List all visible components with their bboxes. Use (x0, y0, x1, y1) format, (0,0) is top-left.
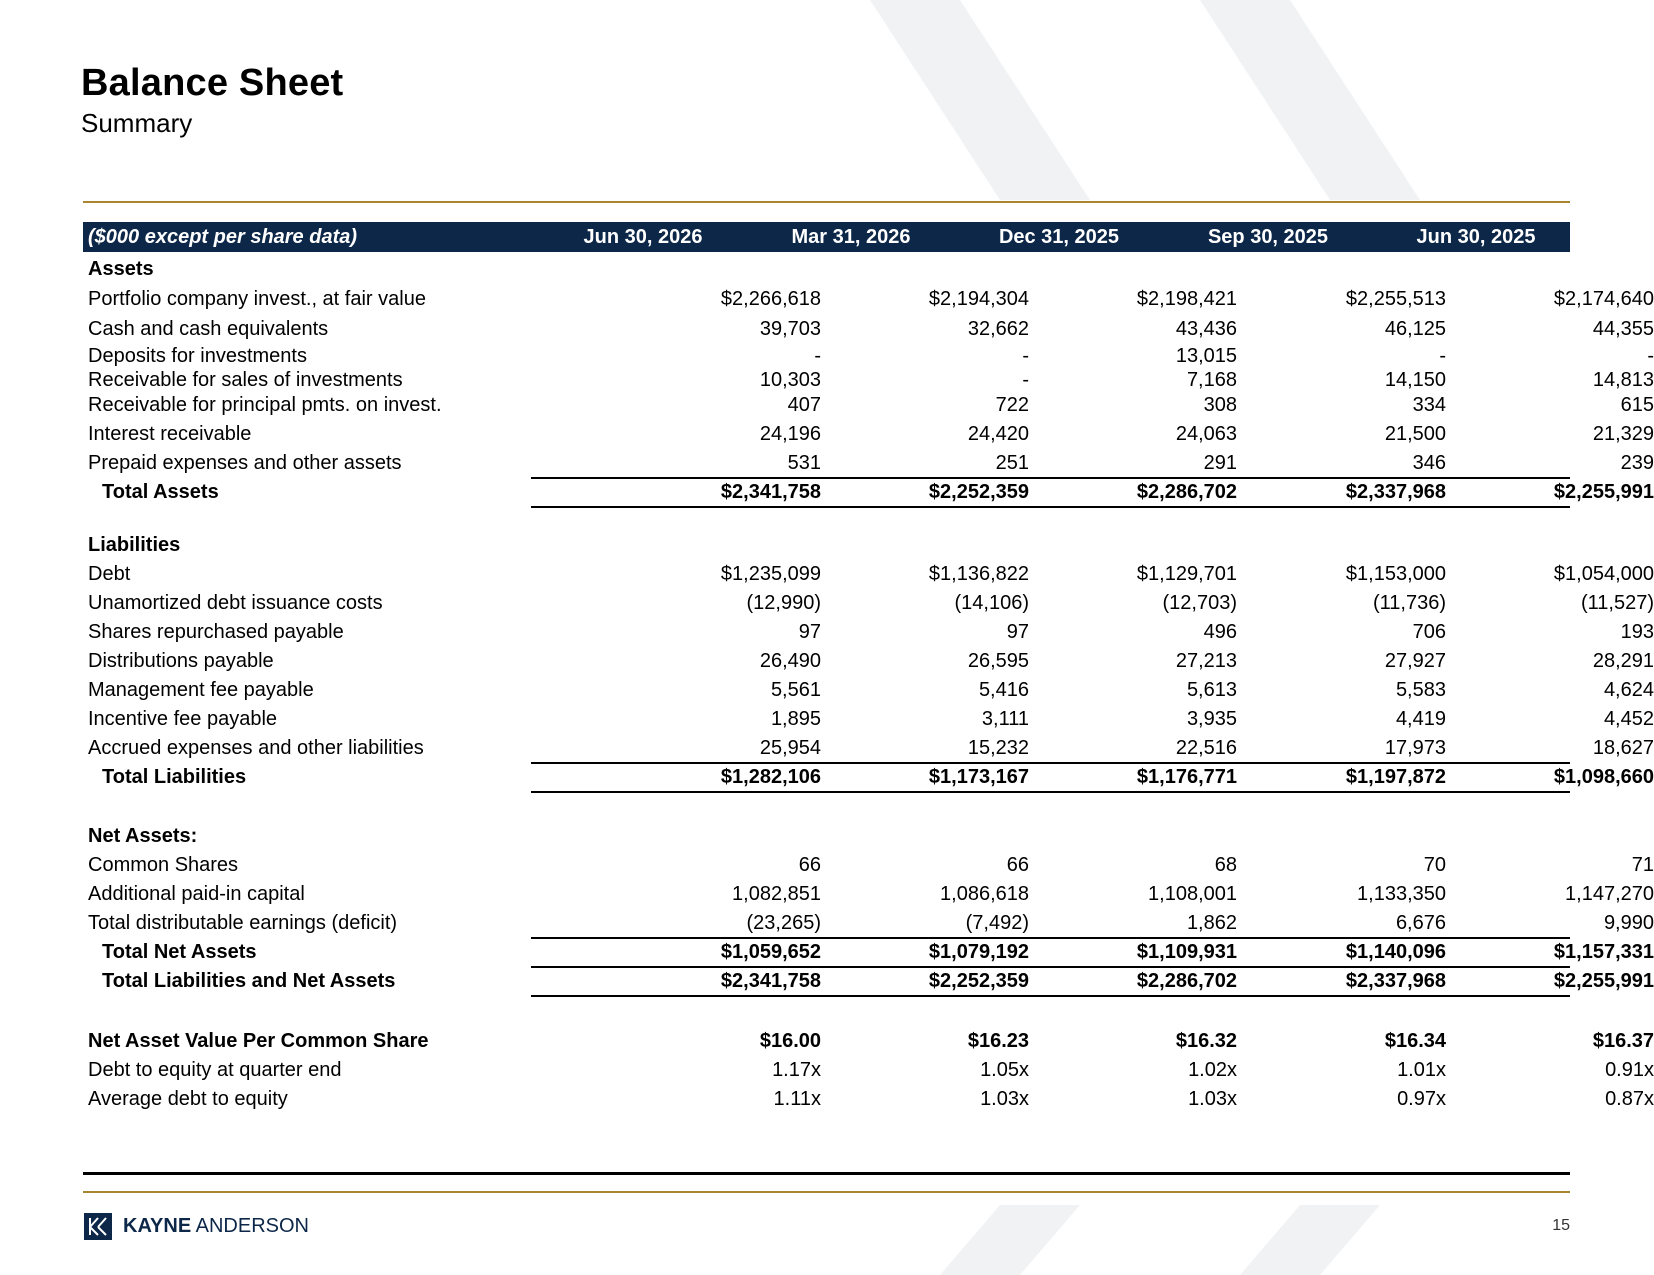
brand-bold: KAYNE (123, 1215, 192, 1237)
row-value: 18,627 (1592, 737, 1654, 759)
row-label: Total Net Assets (102, 941, 257, 963)
table-row (83, 316, 1654, 344)
row-value: $2,252,359 (928, 970, 1029, 992)
row-value: 6,676 (1395, 912, 1446, 934)
row-value: 68 (1214, 854, 1237, 876)
row-value: 13,015 (1175, 345, 1237, 367)
table-row (83, 881, 1654, 909)
row-label: Incentive fee payable (88, 708, 278, 730)
total-underline (531, 477, 1570, 479)
row-label: Distributions payable (88, 650, 274, 672)
table-row (83, 852, 1654, 880)
row-value: 615 (1620, 394, 1654, 416)
row-value: 27,213 (1175, 650, 1237, 672)
row-value: (14,106) (954, 592, 1029, 614)
row-value: 1,862 (1186, 912, 1237, 934)
table-row (83, 619, 1654, 647)
brand-wordmark (123, 1215, 309, 1238)
total-underline (531, 937, 1570, 939)
table-row (83, 648, 1654, 676)
table-row (83, 1028, 1654, 1056)
table-bottom-rule (83, 1172, 1570, 1175)
row-value: $2,198,421 (1136, 288, 1237, 310)
row-value: (11,527) (1580, 592, 1654, 614)
row-value: 4,452 (1603, 708, 1654, 730)
row-label: Assets (88, 258, 154, 280)
row-value: 43,436 (1175, 318, 1237, 340)
row-value: $1,054,000 (1553, 563, 1654, 585)
row-value: $2,337,968 (1345, 481, 1446, 503)
row-label: Prepaid expenses and other assets (88, 452, 402, 474)
row-value: $16.00 (759, 1030, 821, 1052)
row-value: 3,935 (1186, 708, 1237, 730)
row-value: $2,174,640 (1553, 288, 1654, 310)
row-value: $2,266,618 (720, 288, 821, 310)
table-row (83, 677, 1654, 705)
column-header: Jun 30, 2025 (1416, 226, 1536, 248)
row-value: 1.17x (772, 1059, 821, 1081)
row-label: Shares repurchased payable (88, 621, 344, 643)
row-value: 291 (1203, 452, 1237, 474)
row-value: $1,153,000 (1345, 563, 1446, 585)
row-value: 308 (1203, 394, 1237, 416)
row-value: 24,196 (759, 423, 821, 445)
page-number: 15 (1552, 1217, 1570, 1234)
row-value: 531 (787, 452, 821, 474)
column-header: Mar 31, 2026 (791, 226, 911, 248)
column-header: Sep 30, 2025 (1207, 226, 1329, 248)
row-value: 97 (1006, 621, 1029, 643)
total-underline (531, 791, 1570, 793)
table-row (83, 823, 1570, 851)
row-value: 66 (1006, 854, 1029, 876)
row-value: 24,420 (967, 423, 1029, 445)
row-label: Accrued expenses and other liabilities (88, 737, 424, 759)
row-value: - (814, 345, 821, 367)
row-value: 5,416 (978, 679, 1029, 701)
row-label: Receivable for principal pmts. on invest. (88, 394, 442, 416)
total-underline (531, 995, 1570, 997)
row-value: 1,133,350 (1357, 883, 1446, 905)
header-units-label: ($000 except per share data) (88, 226, 358, 248)
row-value: 407 (787, 394, 821, 416)
row-value: 0.97x (1397, 1088, 1446, 1110)
row-label: Common Shares (88, 854, 239, 876)
row-value: 1.01x (1397, 1059, 1446, 1081)
row-value: $2,337,968 (1345, 970, 1446, 992)
row-value: 32,662 (967, 318, 1029, 340)
row-value: 5,613 (1186, 679, 1237, 701)
row-value: 28,291 (1592, 650, 1654, 672)
row-value: $16.23 (967, 1030, 1029, 1052)
row-value: 251 (995, 452, 1029, 474)
row-value: 70 (1423, 854, 1446, 876)
row-value: 46,125 (1384, 318, 1446, 340)
table-row (83, 479, 1654, 507)
row-value: 4,624 (1603, 679, 1654, 701)
row-value: $1,129,701 (1136, 563, 1237, 585)
row-value: $1,140,096 (1345, 941, 1446, 963)
row-value: 1,082,851 (732, 883, 821, 905)
row-value: 346 (1412, 452, 1446, 474)
top-gold-divider (83, 201, 1570, 203)
row-value: $16.34 (1384, 1030, 1446, 1052)
total-underline (531, 506, 1570, 508)
page-title: Balance Sheet (81, 62, 344, 104)
total-underline (531, 966, 1570, 968)
row-value: $1,282,106 (720, 766, 821, 788)
row-value: 1.03x (1188, 1088, 1237, 1110)
row-label: Liabilities (88, 534, 181, 556)
table-row (83, 939, 1654, 967)
row-value: 239 (1620, 452, 1654, 474)
row-value: (23,265) (746, 912, 821, 934)
row-label: Total Assets (102, 481, 219, 503)
row-value: 1,147,270 (1565, 883, 1654, 905)
kayne-anderson-logo-icon (84, 1213, 112, 1240)
column-header: Dec 31, 2025 (998, 226, 1120, 248)
table-row (83, 256, 1570, 284)
row-value: 7,168 (1186, 369, 1237, 391)
row-value: 1.02x (1188, 1059, 1237, 1081)
row-value: 21,500 (1384, 423, 1446, 445)
row-value: 66 (798, 854, 821, 876)
row-label: Total Liabilities and Net Assets (102, 970, 396, 992)
row-value: 25,954 (759, 737, 821, 759)
row-label: Additional paid-in capital (88, 883, 305, 905)
row-value: 39,703 (759, 318, 821, 340)
row-value: 334 (1412, 394, 1446, 416)
row-value: $16.32 (1175, 1030, 1237, 1052)
row-value: 0.87x (1605, 1088, 1654, 1110)
row-value: 21,329 (1592, 423, 1654, 445)
row-value: 97 (798, 621, 821, 643)
row-value: 0.91x (1605, 1059, 1654, 1081)
row-value: (12,703) (1162, 592, 1237, 614)
row-label: Net Asset Value Per Common Share (88, 1030, 429, 1052)
table-row (83, 764, 1654, 792)
row-value: 1,108,001 (1148, 883, 1237, 905)
row-label: Cash and cash equivalents (88, 318, 329, 340)
table-row (83, 392, 1654, 420)
row-value: $1,098,660 (1553, 766, 1654, 788)
row-value: 1,895 (770, 708, 821, 730)
row-value: - (1439, 345, 1446, 367)
row-label: Average debt to equity (88, 1088, 288, 1110)
row-value: 193 (1620, 621, 1654, 643)
table-row (83, 1086, 1654, 1114)
row-value: 9,990 (1603, 912, 1654, 934)
row-value: $1,157,331 (1553, 941, 1654, 963)
table-row (83, 706, 1654, 734)
row-value: $2,252,359 (928, 481, 1029, 503)
row-value: $1,136,822 (928, 563, 1029, 585)
row-value: $2,194,304 (928, 288, 1029, 310)
row-label: Debt (88, 563, 131, 585)
row-value: $1,197,872 (1345, 766, 1446, 788)
bottom-gold-divider (83, 1191, 1570, 1193)
row-value: - (1647, 345, 1654, 367)
row-value: 4,419 (1395, 708, 1446, 730)
table-row (83, 367, 1654, 395)
row-value: (11,736) (1372, 592, 1446, 614)
table-row (83, 561, 1654, 589)
table-row (83, 421, 1654, 449)
row-value: $1,079,192 (928, 941, 1029, 963)
row-label: Unamortized debt issuance costs (88, 592, 383, 614)
row-label: Total Liabilities (102, 766, 247, 788)
row-value: $2,341,758 (720, 970, 821, 992)
row-label: Management fee payable (88, 679, 314, 701)
table-row (83, 590, 1654, 618)
row-value: $1,109,931 (1136, 941, 1237, 963)
row-value: $2,255,513 (1345, 288, 1446, 310)
row-value: $2,255,991 (1553, 481, 1654, 503)
table-row (83, 286, 1654, 314)
row-value: 5,561 (770, 679, 821, 701)
row-value: 1.11x (773, 1088, 821, 1110)
table-row (83, 968, 1654, 996)
table-row (83, 1057, 1654, 1085)
row-value: 27,927 (1384, 650, 1446, 672)
row-value: 5,583 (1395, 679, 1446, 701)
table-row (83, 450, 1654, 478)
table-row (83, 532, 1570, 560)
row-value: $1,173,167 (928, 766, 1029, 788)
row-value: $2,286,702 (1136, 970, 1237, 992)
row-value: $1,059,652 (720, 941, 821, 963)
total-underline (531, 762, 1570, 764)
row-value: $16.37 (1592, 1030, 1654, 1052)
row-value: - (1022, 345, 1029, 367)
row-value: 14,813 (1592, 369, 1654, 391)
row-value: 22,516 (1175, 737, 1237, 759)
row-value: 10,303 (759, 369, 821, 391)
row-value: $2,286,702 (1136, 481, 1237, 503)
row-label: Net Assets: (88, 825, 198, 847)
row-value: 17,973 (1384, 737, 1446, 759)
row-value: - (1022, 369, 1029, 391)
row-value: 26,595 (967, 650, 1029, 672)
table-row (83, 910, 1654, 938)
row-value: $1,235,099 (720, 563, 821, 585)
row-value: 15,232 (967, 737, 1029, 759)
brand-light: ANDERSON (191, 1215, 309, 1237)
row-label: Receivable for sales of investments (88, 369, 403, 391)
row-value: 14,150 (1384, 369, 1446, 391)
row-label: Total distributable earnings (deficit) (88, 912, 398, 934)
row-value: (7,492) (965, 912, 1029, 934)
row-label: Portfolio company invest., at fair value (88, 288, 426, 310)
row-label: Interest receivable (88, 423, 252, 445)
row-value: (12,990) (746, 592, 821, 614)
row-value: $2,255,991 (1553, 970, 1654, 992)
row-value: $2,341,758 (720, 481, 821, 503)
row-value: $1,176,771 (1136, 766, 1237, 788)
row-value: 44,355 (1592, 318, 1654, 340)
row-label: Debt to equity at quarter end (88, 1059, 342, 1081)
row-label: Deposits for investments (88, 345, 307, 367)
row-value: 1,086,618 (940, 883, 1029, 905)
row-value: 722 (995, 394, 1029, 416)
row-value: 24,063 (1175, 423, 1237, 445)
row-value: 1.05x (980, 1059, 1029, 1081)
page-subtitle: Summary (81, 108, 193, 138)
row-value: 1.03x (980, 1088, 1029, 1110)
row-value: 71 (1631, 854, 1654, 876)
row-value: 706 (1412, 621, 1446, 643)
column-header: Jun 30, 2026 (583, 226, 703, 248)
table-row (83, 735, 1654, 763)
row-value: 496 (1203, 621, 1237, 643)
row-value: 3,111 (981, 708, 1029, 730)
table-header (83, 222, 1570, 252)
row-value: 26,490 (759, 650, 821, 672)
